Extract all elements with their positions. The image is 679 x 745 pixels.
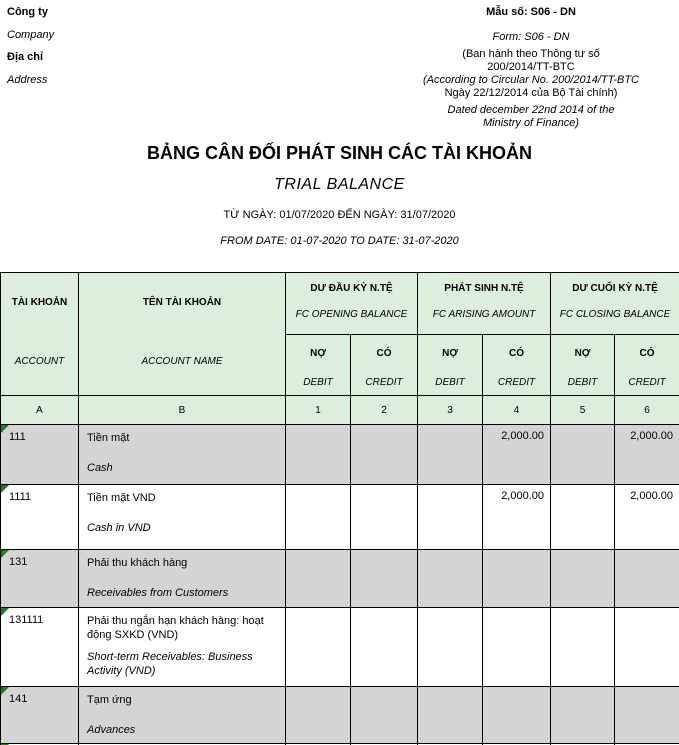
report-title-block [0,142,679,248]
opening-debit-cell [286,687,351,744]
closing-credit-cell [615,687,679,744]
letter-cell-a: A [1,396,79,425]
cell-error-indicator-icon [1,485,9,493]
arising-amount-header-vi: PHÁT SINH N.TỆ [444,283,524,294]
debit-label-vi: NỢ [310,348,326,359]
opening-credit-header [351,335,418,396]
opening-debit-cell [286,425,351,485]
arising-debit-cell [418,425,483,485]
credit-label-vi: CÓ [509,348,525,359]
column-header-account-name [79,273,286,396]
letter-cell-b: B [79,396,286,425]
circular-date-vi: Ngày 22/12/2014 của Bộ Tài chính) [444,87,618,99]
letter-cell-2: 2 [351,396,418,425]
column-header-account [1,273,79,396]
closing-debit-cell [551,687,615,744]
account-cell [1,550,79,608]
credit-label-en: CREDIT [497,377,536,388]
debit-label-en: DEBIT [303,377,333,388]
arising-amount-header-en: FC ARISING AMOUNT [432,309,536,320]
closing-balance-header-en: FC CLOSING BALANCE [559,309,671,320]
form-number-en: Form: S06 - DN [492,31,570,43]
account-code: 111 [9,431,26,443]
letter-cell-1: 1 [286,396,351,425]
report-period-en: FROM DATE: 01-07-2020 TO DATE: 31-07-2020 [220,235,459,247]
table-header-group-row [1,273,679,335]
debit-label-en: DEBIT [435,377,465,388]
report-title-vi: BẢNG CÂN ĐỐI PHÁT SINH CÁC TÀI KHOẢN [147,143,532,163]
account-name-en: Cash in VND [87,522,151,534]
debit-label-vi: NỢ [574,348,591,359]
opening-credit-cell [351,485,418,550]
closing-debit-cell [551,550,615,608]
cell-error-indicator-icon [1,687,9,695]
table-header-letter-row [1,396,679,425]
form-number-vi: Mẫu số: S06 - DN [486,6,576,18]
report-period-vi: TỪ NGÀY: 01/07/2020 ĐẾN NGÀY: 31/07/2020 [223,209,456,221]
address-label-en: Address [7,74,48,86]
opening-balance-header-vi: DƯ ĐẦU KỲ N.TỆ [310,283,393,294]
address-label-vi: Địa chỉ [7,51,44,63]
letter-cell-5: 5 [551,396,615,425]
arising-credit-cell [483,550,551,608]
closing-debit-cell [551,608,615,687]
account-name-vi: Tiền mặt [87,432,130,444]
letter-cell-6: 6 [615,396,679,425]
credit-label-vi: CÓ [639,348,655,359]
account-name-vi: Tạm ứng [87,694,132,706]
opening-credit-cell [351,687,418,744]
opening-debit-header [286,335,351,396]
arising-credit-header [483,335,551,396]
closing-credit-cell: 2,000.00 [615,485,679,550]
closing-debit-cell [551,425,615,485]
form-info-block [395,6,667,130]
closing-credit-cell [615,608,679,687]
account-name-en: Advances [87,724,136,736]
closing-balance-header-vi: DƯ CUỐI KỲ N.TỆ [572,283,658,294]
cell-error-indicator-icon [1,550,9,558]
cell-error-indicator-icon [1,425,9,433]
opening-credit-cell [351,608,418,687]
arising-credit-cell [483,608,551,687]
account-name-vi: Tiền mặt VND [87,492,156,504]
account-header-en: ACCOUNT [14,356,65,367]
table-row-1111 [1,485,679,550]
circular-reference-en: (According to Circular No. 200/2014/TT-BTC [422,74,639,86]
arising-debit-cell [418,687,483,744]
closing-debit-header [551,335,615,396]
trial-balance-table [0,272,679,745]
table-row-141 [1,687,679,744]
account-cell [1,485,79,550]
arising-debit-cell [418,550,483,608]
account-name-en: Cash [87,462,113,474]
account-name-vi: Phải thu ngắn hạn khách hàng: hoạt động SXKD (VND) [87,615,264,641]
account-name-cell [79,425,286,485]
table-row-131111 [1,608,679,687]
closing-debit-cell [551,485,615,550]
company-label-en: Company [7,29,55,41]
circular-date-en: Dated december 22nd 2014 of the Ministry of Finance) [447,104,615,129]
account-code: 141 [9,693,28,705]
arising-debit-cell [418,485,483,550]
debit-label-en: DEBIT [567,377,598,388]
opening-credit-cell [351,550,418,608]
circular-reference-vi: (Ban hành theo Thông tư số 200/2014/TT-BTC [462,48,600,73]
cell-error-indicator-icon [1,608,9,616]
column-header-closing-balance [551,273,679,335]
account-name-en: Short-term Receivables: Business Activity (VND) [87,651,253,677]
column-header-opening-balance [286,273,418,335]
credit-label-en: CREDIT [628,377,666,388]
opening-debit-cell [286,485,351,550]
closing-credit-header [615,335,679,396]
account-name-cell [79,608,286,687]
company-label-vi: Công ty [7,6,48,18]
account-name-header-en: ACCOUNT NAME [141,356,223,367]
opening-credit-cell [351,425,418,485]
account-header-vi: TÀI KHOẢN [11,297,68,308]
closing-credit-cell: 2,000.00 [615,425,679,485]
account-name-cell [79,687,286,744]
arising-debit-header [418,335,483,396]
letter-cell-3: 3 [418,396,483,425]
opening-debit-cell [286,550,351,608]
arising-credit-cell [483,687,551,744]
company-address-block [7,6,54,96]
closing-credit-cell [615,550,679,608]
report-title-en: TRIAL BALANCE [274,176,405,193]
account-code: 131111 [9,614,44,626]
arising-credit-cell: 2,000.00 [483,425,551,485]
account-cell [1,425,79,485]
table-row-111 [1,425,679,485]
column-header-arising-amount [418,273,551,335]
account-code: 1111 [9,491,32,503]
account-cell [1,687,79,744]
account-name-en: Receivables from Customers [87,587,229,599]
account-name-cell [79,485,286,550]
table-row-131 [1,550,679,608]
opening-balance-header-en: FC OPENING BALANCE [295,309,408,320]
account-name-vi: Phải thu khách hàng [87,557,188,569]
debit-label-vi: NỢ [442,348,458,359]
arising-debit-cell [418,608,483,687]
account-cell [1,608,79,687]
opening-debit-cell [286,608,351,687]
letter-cell-4: 4 [483,396,551,425]
account-name-header-vi: TÊN TÀI KHOẢN [142,297,222,308]
credit-label-vi: CÓ [376,348,392,359]
account-code: 131 [9,556,28,568]
account-name-cell [79,550,286,608]
arising-credit-cell: 2,000.00 [483,485,551,550]
credit-label-en: CREDIT [365,377,403,388]
